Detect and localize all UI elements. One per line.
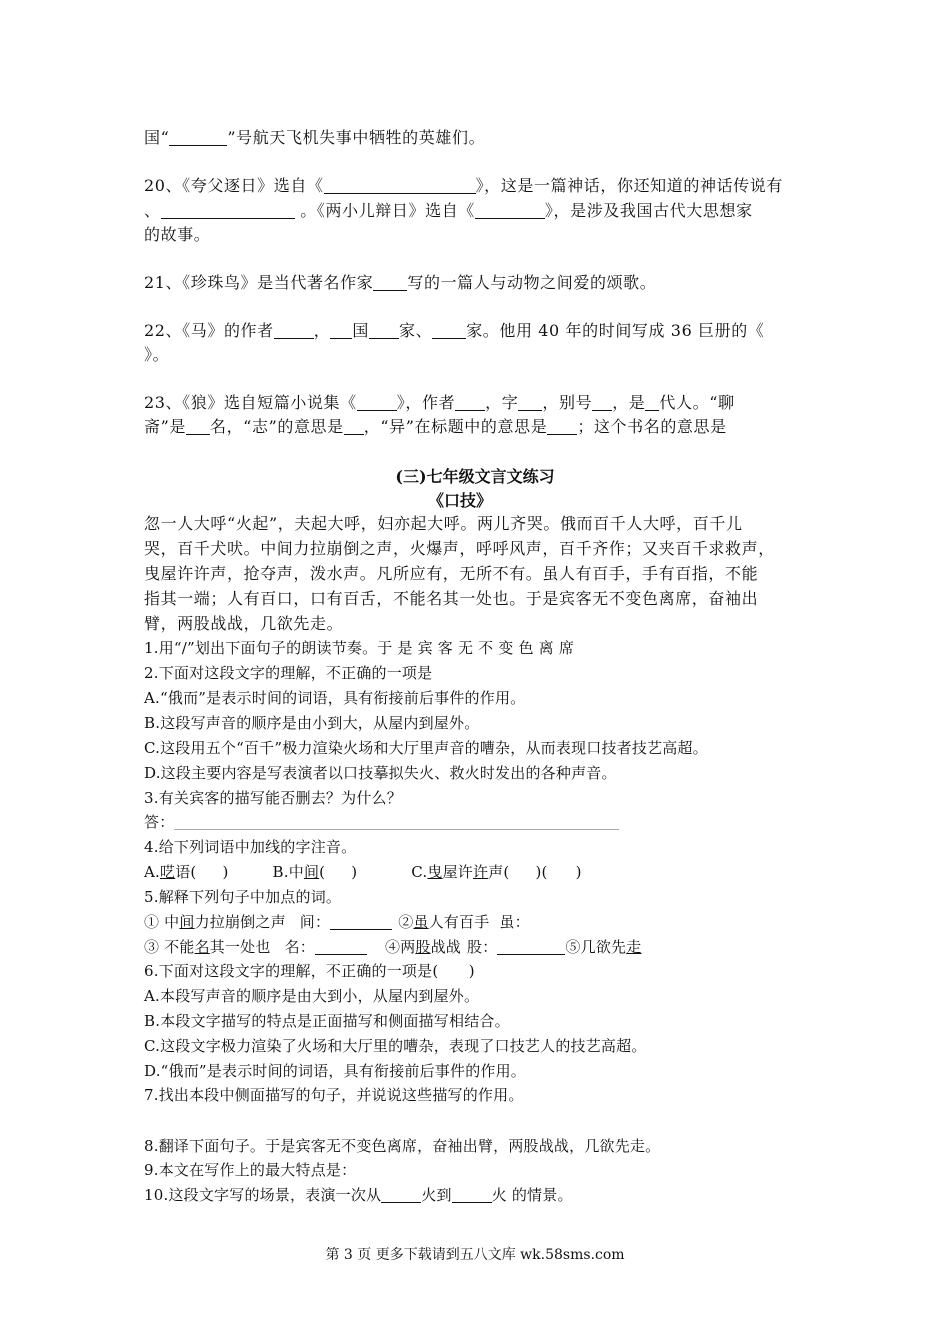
q1: 1.用“/”划出下面句子的朗读节奏。于 是 宾 客 无 不 变 色 离 席 bbox=[144, 639, 575, 657]
fill-blank[interactable] bbox=[452, 1186, 492, 1203]
section-title: (三)七年级文言文练习 bbox=[395, 467, 555, 486]
q6-option-d: D.“俄而”是表示时间的词语，具有衔接前后事件的作用。 bbox=[144, 1062, 526, 1080]
q6-option-c: C.这段文字极力渲染了火场和大厅里的嘈杂，表现了口技艺人的技艺高超。 bbox=[144, 1037, 647, 1055]
q2-option-d: D.这段主要内容是写表演者以口技摹拟失火、救火时发出的各种声音。 bbox=[144, 764, 617, 782]
q7: 7.找出本段中侧面描写的句子，并说说这些描写的作用。 bbox=[144, 1086, 524, 1104]
fill-blank[interactable] bbox=[274, 322, 314, 339]
q2: 2.下面对这段文字的理解，不正确的一项是 bbox=[144, 664, 433, 682]
fill-blank[interactable] bbox=[357, 394, 397, 411]
fill-blank[interactable] bbox=[324, 177, 476, 194]
fill-blank[interactable] bbox=[475, 202, 545, 219]
fill-blank[interactable] bbox=[432, 322, 466, 339]
passage-line: 曳屋许许声，抢夺声，泼水声。凡所应有，无所不有。虽人有百手，手有百指，不能 bbox=[144, 564, 759, 583]
section-subtitle: 《口技》 bbox=[427, 491, 492, 510]
q9: 9.本文在写作上的最大特点是： bbox=[144, 1161, 357, 1179]
fill-blank[interactable] bbox=[547, 418, 577, 435]
fill-blank[interactable] bbox=[330, 913, 392, 930]
q5-row-2: ③ 不能名其一处也 名： ④两股战战 股： ⑤几欲先走 bbox=[144, 938, 642, 956]
q10: 10.这段文字写的场景，表演一次从 火到 火 的情景。 bbox=[144, 1186, 573, 1204]
answer-line[interactable] bbox=[174, 813, 619, 830]
q3-answer: 答： bbox=[144, 812, 619, 832]
q6-option-b: B.本段文字描写的特点是正面描写和侧面描写相结合。 bbox=[144, 1012, 510, 1030]
passage-line: 哭，百千犬吠。中间力拉崩倒之声，火爆声，呼呼风声，百千齐作；又夹百千求救声， bbox=[144, 539, 775, 558]
fill-blank[interactable] bbox=[161, 202, 295, 219]
line-1: 国“ ”号航天飞机失事中牺牲的英雄们。 bbox=[144, 128, 486, 147]
fill-blank[interactable] bbox=[592, 394, 612, 411]
q2-option-a: A.“俄而”是表示时间的词语，具有衔接前后事件的作用。 bbox=[144, 689, 526, 707]
fill-blank[interactable] bbox=[518, 394, 542, 411]
q3: 3.有关宾客的描写能否删去？为什么？ bbox=[144, 789, 402, 807]
q2-option-b: B.这段写声音的顺序是由小到大，从屋内到屋外。 bbox=[144, 714, 480, 732]
q4: 4.给下列词语中加线的字注音。 bbox=[144, 838, 357, 856]
q6: 6.下面对这段文字的理解，不正确的一项是( ) bbox=[144, 962, 475, 980]
q4-options: A.呓语( ) B.中间( ) C.曳屋许许声( )( ) bbox=[144, 863, 582, 881]
fill-blank[interactable] bbox=[645, 394, 659, 411]
fill-blank[interactable] bbox=[330, 322, 352, 339]
passage-line: 指其一端；人有百口，口有百舌，不能名其一处也。于是宾客无不变色离席，奋袖出 bbox=[144, 589, 759, 608]
question-21: 21、《珍珠鸟》是当代著名作家 写的一篇人与动物之间爱的颂歌。 bbox=[144, 273, 657, 292]
fill-blank[interactable] bbox=[369, 322, 399, 339]
page-footer: 第 3 页 更多下载请到五八文库 wk.58sms.com bbox=[325, 1247, 625, 1263]
q8: 8.翻译下面句子。于是宾客无不变色离席，奋袖出臂，两股战战，几欲先走。 bbox=[144, 1137, 661, 1155]
passage-line: 忽一人大呼“火起”，夫起大呼，妇亦起大呼。两儿齐哭。俄而百千人大呼，百千儿 bbox=[144, 514, 743, 533]
fill-blank[interactable] bbox=[169, 129, 227, 146]
fill-blank[interactable] bbox=[315, 938, 367, 955]
fill-blank[interactable] bbox=[186, 418, 210, 435]
fill-blank[interactable] bbox=[381, 1186, 421, 1203]
passage-line: 臂，两股战战，几欲先走。 bbox=[144, 614, 344, 633]
fill-blank[interactable] bbox=[455, 394, 485, 411]
q5-row-1: ① 中间力拉崩倒之声 间： ②虽人有百手 虽： bbox=[144, 913, 530, 931]
q5: 5.解释下列句子中加点的词。 bbox=[144, 888, 342, 906]
fill-blank[interactable] bbox=[497, 938, 565, 955]
fill-blank[interactable] bbox=[373, 274, 407, 291]
q6-option-a: A.本段写声音的顺序是由大到小，从屋内到屋外。 bbox=[144, 987, 480, 1005]
fill-blank[interactable] bbox=[344, 418, 364, 435]
q2-option-c: C.这段用五个“百千”极力渲染火场和大厅里声音的嘈杂，从而表现口技者技艺高超。 bbox=[144, 739, 708, 757]
